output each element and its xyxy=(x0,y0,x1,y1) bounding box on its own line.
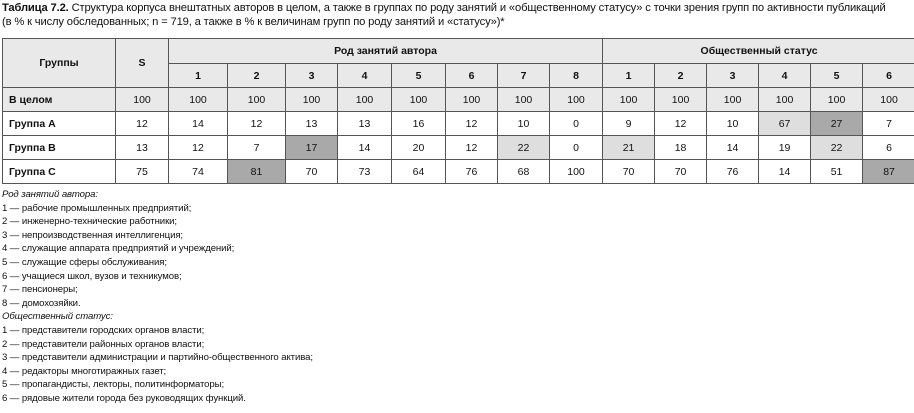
legend-item: 8 — домохозяйки. xyxy=(2,297,902,311)
status-cell-highlighted: 87 xyxy=(863,160,914,184)
legend-item: 7 — пенсионеры; xyxy=(2,283,902,297)
occupation-cell: 0 xyxy=(550,136,603,160)
occupation-cell: 12 xyxy=(169,136,228,160)
status-cell: 7 xyxy=(863,112,914,136)
s-header: S xyxy=(116,39,169,88)
status-cell: 14 xyxy=(707,136,759,160)
caption-text: Структура корпуса внештатных авторов в целом, а также в группах по роду занятий и «общественному статусу» с точки зрения групп по активности публикаций xyxy=(69,2,886,14)
occupation-col-header: 7 xyxy=(498,64,550,88)
occupation-cell: 100 xyxy=(550,88,603,112)
s-cell: 100 xyxy=(116,88,169,112)
status-cell-highlighted: 67 xyxy=(759,112,811,136)
occupation-cell: 74 xyxy=(169,160,228,184)
legend-item: 5 — служащие сферы обслуживания; xyxy=(2,256,902,270)
row-label: Группа С xyxy=(3,160,116,184)
occupation-cell: 70 xyxy=(286,160,338,184)
legend-item: 5 — пропагандисты, лекторы, политинформаторы; xyxy=(2,378,902,392)
legend-item: 2 — представители районных органов власти; xyxy=(2,338,902,352)
s-cell: 75 xyxy=(116,160,169,184)
occupation-legend-title: Род занятий автора: xyxy=(2,188,902,202)
legend-item: 2 — инженерно-технические работники; xyxy=(2,215,902,229)
status-cell: 70 xyxy=(603,160,655,184)
table-row xyxy=(3,88,914,112)
occupation-cell: 100 xyxy=(392,88,446,112)
status-cell: 10 xyxy=(707,112,759,136)
s-cell: 12 xyxy=(116,112,169,136)
status-cell: 12 xyxy=(655,112,707,136)
status-cell: 70 xyxy=(655,160,707,184)
legend-item: 3 — непроизводственная интеллигенция; xyxy=(2,229,902,243)
occupation-cell: 7 xyxy=(228,136,286,160)
table-row xyxy=(3,136,914,160)
legend-item: 1 — представители городских органов власти; xyxy=(2,324,902,338)
status-cell-highlighted: 27 xyxy=(811,112,863,136)
status-cell: 9 xyxy=(603,112,655,136)
status-col-header: 3 xyxy=(707,64,759,88)
document-page xyxy=(0,1,914,413)
occupation-cell: 20 xyxy=(392,136,446,160)
occupation-cell: 100 xyxy=(169,88,228,112)
status-col-header: 2 xyxy=(655,64,707,88)
status-cell-highlighted: 21 xyxy=(603,136,655,160)
status-cell: 100 xyxy=(655,88,707,112)
table-caption xyxy=(2,1,914,29)
table-row xyxy=(3,112,914,136)
status-cell: 18 xyxy=(655,136,707,160)
occupation-cell: 14 xyxy=(338,136,392,160)
occupation-cell-highlighted: 81 xyxy=(228,160,286,184)
status-cell: 100 xyxy=(863,88,914,112)
occupation-cell: 100 xyxy=(498,88,550,112)
status-col-header: 4 xyxy=(759,64,811,88)
occupation-cell: 12 xyxy=(446,112,498,136)
s-cell: 13 xyxy=(116,136,169,160)
legend-item: 3 — представители администрации и партийно-общественного актива; xyxy=(2,351,902,365)
occupation-cell: 10 xyxy=(498,112,550,136)
occupation-cell: 64 xyxy=(392,160,446,184)
status-col-header: 1 xyxy=(603,64,655,88)
occupation-cell-highlighted: 17 xyxy=(286,136,338,160)
table-row xyxy=(3,160,914,184)
occupation-cell: 0 xyxy=(550,112,603,136)
occupation-cell: 14 xyxy=(169,112,228,136)
status-col-header: 5 xyxy=(811,64,863,88)
legend-item: 6 — учащиеся школ, вузов и техникумов; xyxy=(2,270,902,284)
status-cell: 100 xyxy=(707,88,759,112)
status-col-header: 6 xyxy=(863,64,914,88)
occupation-header: Род занятий автора xyxy=(169,39,603,64)
occupation-col-header: 6 xyxy=(446,64,498,88)
occupation-cell: 13 xyxy=(286,112,338,136)
status-cell: 100 xyxy=(603,88,655,112)
status-header: Общественный статус xyxy=(603,39,914,64)
occupation-col-header: 1 xyxy=(169,64,228,88)
occupation-cell: 100 xyxy=(338,88,392,112)
occupation-col-header: 8 xyxy=(550,64,603,88)
occupation-cell: 13 xyxy=(338,112,392,136)
occupation-cell: 76 xyxy=(446,160,498,184)
occupation-cell: 100 xyxy=(228,88,286,112)
status-cell: 19 xyxy=(759,136,811,160)
caption-line-1 xyxy=(2,1,914,15)
status-cell: 100 xyxy=(759,88,811,112)
status-cell: 100 xyxy=(811,88,863,112)
legend-item: 4 — редакторы многотиражных газет; xyxy=(2,365,902,379)
occupation-col-header: 5 xyxy=(392,64,446,88)
legend-item: 4 — служащие аппарата предприятий и учреждений; xyxy=(2,242,902,256)
caption-label: Таблица 7.2. xyxy=(2,2,69,14)
status-cell-highlighted: 22 xyxy=(811,136,863,160)
legend-item: 1 — рабочие промышленных предприятий; xyxy=(2,202,902,216)
occupation-col-header: 3 xyxy=(286,64,338,88)
status-cell: 14 xyxy=(759,160,811,184)
occupation-cell: 73 xyxy=(338,160,392,184)
occupation-cell: 16 xyxy=(392,112,446,136)
status-legend-title: Общественный статус: xyxy=(2,310,902,324)
occupation-cell-highlighted: 22 xyxy=(498,136,550,160)
status-cell: 51 xyxy=(811,160,863,184)
data-table xyxy=(2,38,914,184)
status-cell: 76 xyxy=(707,160,759,184)
row-label: Группа В xyxy=(3,136,116,160)
legend-notes xyxy=(2,188,902,406)
occupation-col-header: 4 xyxy=(338,64,392,88)
row-label: Группа А xyxy=(3,112,116,136)
occupation-cell: 100 xyxy=(286,88,338,112)
occupation-col-header: 2 xyxy=(228,64,286,88)
row-label: В целом xyxy=(3,88,116,112)
occupation-cell: 12 xyxy=(446,136,498,160)
status-cell: 6 xyxy=(863,136,914,160)
occupation-cell: 100 xyxy=(550,160,603,184)
occupation-cell: 12 xyxy=(228,112,286,136)
occupation-cell: 100 xyxy=(446,88,498,112)
occupation-cell: 68 xyxy=(498,160,550,184)
legend-item: 6 — рядовые жители города без руководящих функций. xyxy=(2,392,902,406)
caption-line-2: (в % к числу обследованных; n = 719, а также в % к величинам групп по роду занятий и «статусу»)* xyxy=(2,15,914,29)
groups-header: Группы xyxy=(3,39,116,88)
